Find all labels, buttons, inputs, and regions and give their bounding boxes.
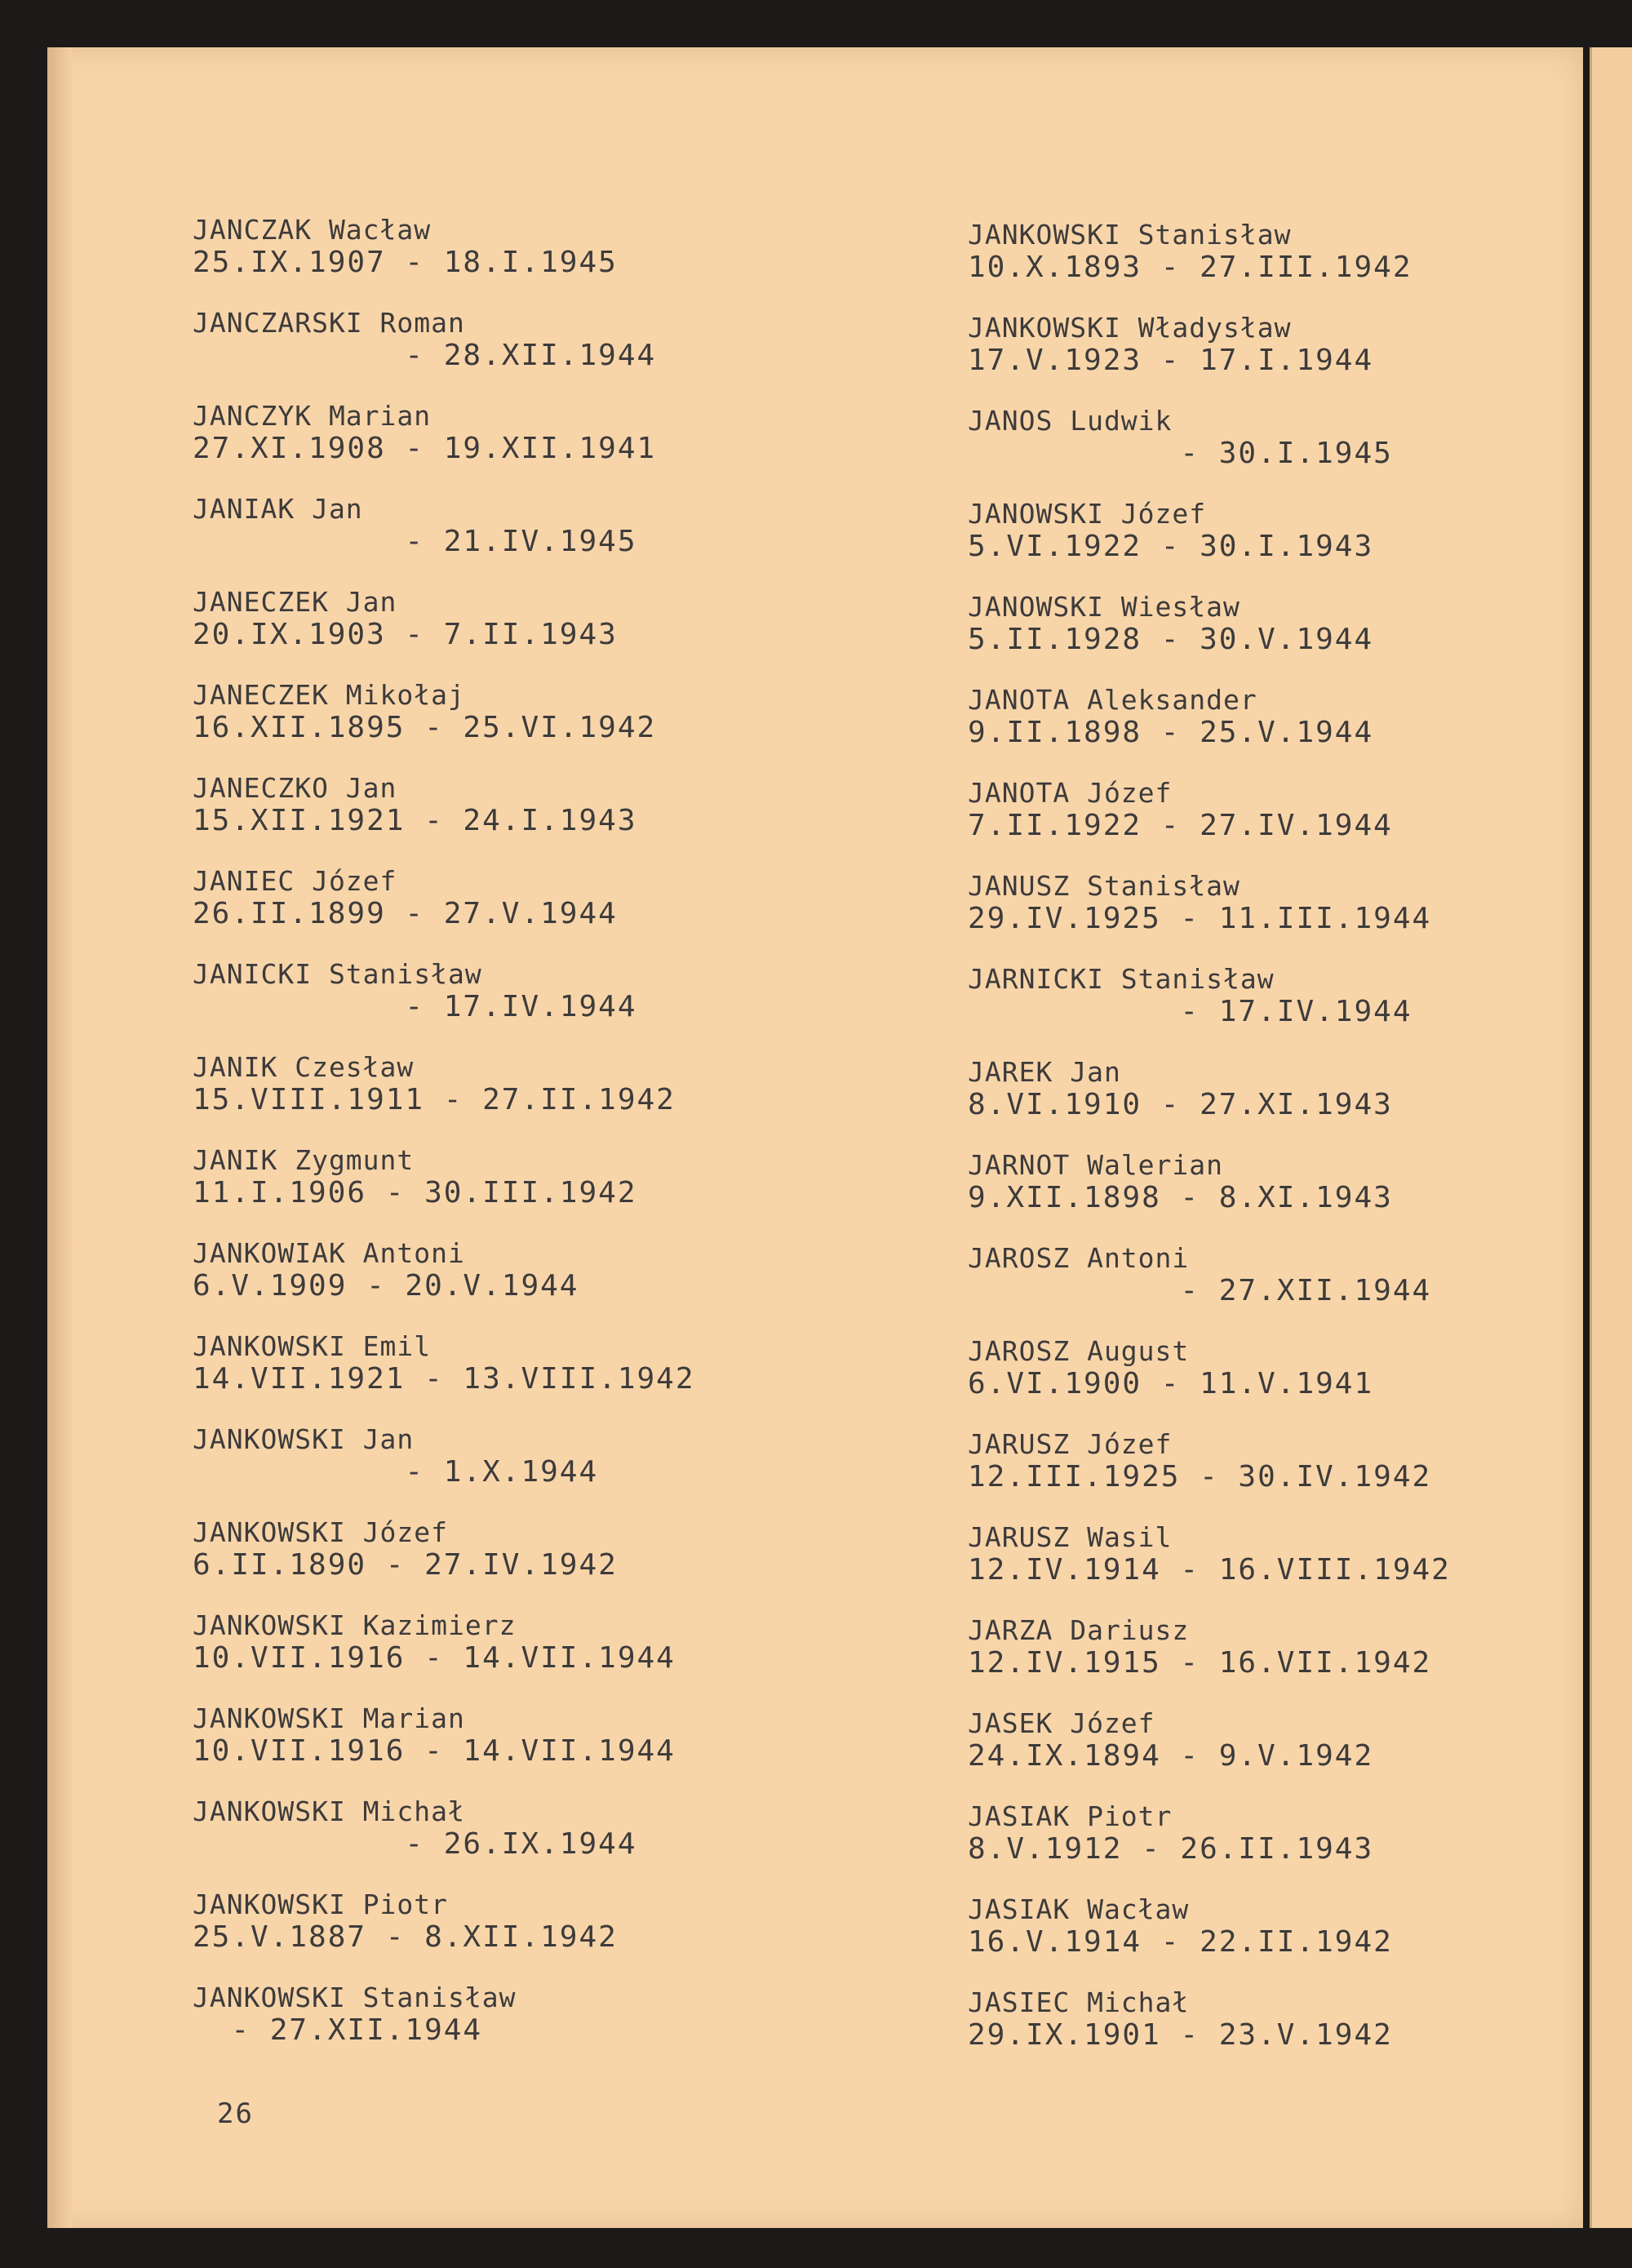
- entry-name: JARNICKI Stanisław: [968, 963, 1275, 995]
- entry-dates: 25.IX.1907 - 18.I.1945: [193, 246, 618, 279]
- entry-dates: 29.IX.1901 - 23.V.1942: [968, 2018, 1393, 2052]
- list-item: [193, 214, 780, 279]
- entry-name: JANKOWSKI Emil: [193, 1330, 432, 1362]
- entry-dates: 17.V.1923 - 17.I.1944: [968, 344, 1374, 377]
- list-item: [968, 1428, 1588, 1494]
- entry-dates: 6.V.1909 - 20.V.1944: [193, 1269, 579, 1303]
- entry-name: JANIEC Józef: [193, 865, 397, 897]
- list-item: [968, 777, 1588, 842]
- entry-dates: 9.XII.1898 - 8.XI.1943: [968, 1181, 1393, 1214]
- entry-name: JANECZEK Jan: [193, 586, 397, 618]
- entry-dates: 6.II.1890 - 27.IV.1942: [193, 1548, 618, 1582]
- list-item: [968, 498, 1588, 563]
- entry-name: JANKOWSKI Piotr: [193, 1889, 449, 1920]
- list-item: [193, 679, 780, 744]
- list-item: [968, 1614, 1588, 1680]
- list-item: [968, 405, 1588, 470]
- entry-name: JASEK Józef: [968, 1707, 1155, 1739]
- entry-dates: 20.IX.1903 - 7.II.1943: [193, 618, 618, 651]
- list-item: [968, 684, 1588, 749]
- entry-name: JASIAK Piotr: [968, 1800, 1173, 1832]
- page-number: 26: [217, 2097, 254, 2130]
- entry-name: JANKOWIAK Antoni: [193, 1237, 465, 1269]
- list-item: [193, 1144, 780, 1209]
- entry-dates: - 26.IX.1944: [193, 1827, 637, 1861]
- list-item: [193, 493, 780, 558]
- entry-name: JANKOWSKI Michał: [193, 1795, 465, 1827]
- entry-dates: 24.IX.1894 - 9.V.1942: [968, 1739, 1374, 1773]
- entry-dates: - 27.XII.1944: [968, 1274, 1432, 1307]
- entry-name: JANKOWSKI Kazimierz: [193, 1609, 517, 1641]
- list-item: [193, 400, 780, 465]
- list-item: [193, 1423, 780, 1489]
- list-item: [968, 1986, 1588, 2052]
- entry-dates: 29.IV.1925 - 11.III.1944: [968, 902, 1432, 935]
- entry-dates: 10.VII.1916 - 14.VII.1944: [193, 1734, 676, 1768]
- entry-name: JANCZYK Marian: [193, 400, 432, 432]
- entry-dates: 14.VII.1921 - 13.VIII.1942: [193, 1362, 695, 1396]
- list-item: [968, 1149, 1588, 1214]
- entry-dates: 12.IV.1914 - 16.VIII.1942: [968, 1553, 1451, 1587]
- entry-dates: - 27.XII.1944: [193, 2013, 483, 2047]
- entry-name: JANCZARSKI Roman: [193, 307, 465, 339]
- list-item: [193, 1609, 780, 1675]
- list-item: [193, 865, 780, 930]
- entry-name: JANOTA Józef: [968, 777, 1173, 809]
- list-item: [968, 870, 1588, 935]
- list-item: [193, 1237, 780, 1303]
- entry-name: JASIEC Michał: [968, 1986, 1190, 2018]
- list-item: [968, 1800, 1588, 1866]
- entry-dates: - 1.X.1944: [193, 1455, 599, 1489]
- entry-dates: 7.II.1922 - 27.IV.1944: [968, 809, 1393, 842]
- list-item: [968, 591, 1588, 656]
- entry-dates: 10.X.1893 - 27.III.1942: [968, 251, 1412, 284]
- list-item: [193, 307, 780, 372]
- entry-name: JARNOT Walerian: [968, 1149, 1224, 1181]
- entry-dates: - 17.IV.1944: [968, 995, 1412, 1028]
- list-item: [193, 1702, 780, 1768]
- list-item: [193, 1516, 780, 1582]
- page-edge: [47, 47, 72, 2228]
- list-item: [193, 1982, 780, 2047]
- list-item: [193, 1051, 780, 1116]
- entry-name: JAREK Jan: [968, 1056, 1121, 1088]
- entry-dates: - 17.IV.1944: [193, 990, 637, 1023]
- entry-name: JANECZKO Jan: [193, 772, 397, 804]
- list-item: [968, 1893, 1588, 1959]
- entry-name: JARUSZ Józef: [968, 1428, 1173, 1460]
- adjacent-page-edge: [1590, 47, 1632, 2228]
- entry-name: JANOWSKI Józef: [968, 498, 1207, 530]
- entry-dates: 25.V.1887 - 8.XII.1942: [193, 1920, 618, 1954]
- entry-name: JANKOWSKI Jan: [193, 1423, 415, 1455]
- entry-name: JANIK Zygmunt: [193, 1144, 415, 1176]
- entry-name: JANKOWSKI Władysław: [968, 312, 1292, 344]
- entry-dates: 16.XII.1895 - 25.VI.1942: [193, 711, 657, 744]
- list-item: [193, 1889, 780, 1954]
- entry-name: JANKOWSKI Stanisław: [193, 1982, 517, 2013]
- entry-dates: 5.II.1928 - 30.V.1944: [968, 623, 1374, 656]
- entry-name: JANUSZ Stanisław: [968, 870, 1240, 902]
- entry-name: JARUSZ Wasil: [968, 1521, 1173, 1553]
- list-item: [968, 1056, 1588, 1121]
- entry-name: JASIAK Wacław: [968, 1893, 1190, 1925]
- entry-name: JANOS Ludwik: [968, 405, 1173, 437]
- list-item: [968, 312, 1588, 377]
- list-item: [968, 219, 1588, 284]
- entry-dates: 5.VI.1922 - 30.I.1943: [968, 530, 1374, 563]
- list-item: [193, 958, 780, 1023]
- list-item: [193, 772, 780, 837]
- entry-dates: 15.XII.1921 - 24.I.1943: [193, 804, 637, 837]
- entry-name: JANKOWSKI Marian: [193, 1702, 465, 1734]
- entry-dates: 11.I.1906 - 30.III.1942: [193, 1176, 637, 1209]
- entry-dates: 12.III.1925 - 30.IV.1942: [968, 1460, 1432, 1494]
- list-item: [968, 1242, 1588, 1307]
- entry-dates: 10.VII.1916 - 14.VII.1944: [193, 1641, 676, 1675]
- entry-dates: - 28.XII.1944: [193, 339, 657, 372]
- entry-name: JANOTA Aleksander: [968, 684, 1257, 716]
- list-item: [968, 1521, 1588, 1587]
- list-item: [193, 1795, 780, 1861]
- entry-name: JANIAK Jan: [193, 493, 363, 525]
- entry-name: JANIK Czesław: [193, 1051, 415, 1083]
- list-item: [193, 1330, 780, 1396]
- entry-dates: - 21.IV.1945: [193, 525, 637, 558]
- entry-name: JANICKI Stanisław: [193, 958, 482, 990]
- list-item: [968, 1335, 1588, 1400]
- entry-dates: 9.II.1898 - 25.V.1944: [968, 716, 1374, 749]
- entry-dates: 15.VIII.1911 - 27.II.1942: [193, 1083, 676, 1116]
- entry-dates: 12.IV.1915 - 16.VII.1942: [968, 1646, 1432, 1680]
- entry-name: JANCZAK Wacław: [193, 214, 432, 246]
- entry-name: JANECZEK Mikołaj: [193, 679, 465, 711]
- entry-dates: 6.VI.1900 - 11.V.1941: [968, 1367, 1374, 1400]
- entry-dates: 16.V.1914 - 22.II.1942: [968, 1925, 1393, 1959]
- entry-name: JARZA Dariusz: [968, 1614, 1190, 1646]
- entry-dates: 8.V.1912 - 26.II.1943: [968, 1832, 1374, 1866]
- list-item: [968, 963, 1588, 1028]
- entry-name: JAROSZ Antoni: [968, 1242, 1190, 1274]
- entry-name: JAROSZ August: [968, 1335, 1190, 1367]
- entry-dates: - 30.I.1945: [968, 437, 1393, 470]
- entry-name: JANKOWSKI Stanisław: [968, 219, 1292, 251]
- entry-name: JANOWSKI Wiesław: [968, 591, 1240, 623]
- entry-dates: 26.II.1899 - 27.V.1944: [193, 897, 618, 930]
- entry-dates: 8.VI.1910 - 27.XI.1943: [968, 1088, 1393, 1121]
- entry-dates: 27.XI.1908 - 19.XII.1941: [193, 432, 657, 465]
- list-item: [193, 586, 780, 651]
- list-item: [968, 1707, 1588, 1773]
- entry-name: JANKOWSKI Józef: [193, 1516, 449, 1548]
